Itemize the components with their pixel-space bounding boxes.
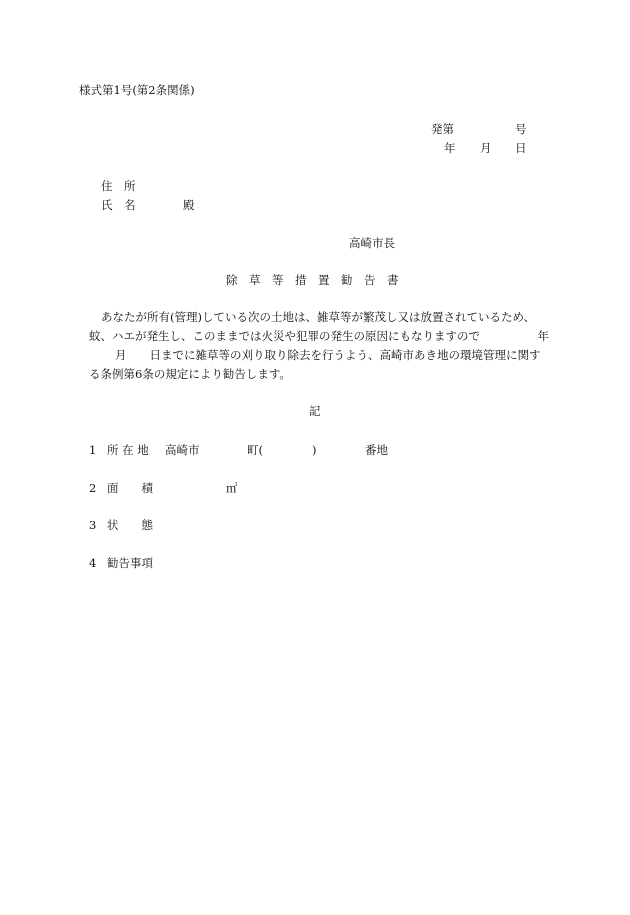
- date-year-label: 年: [444, 141, 456, 155]
- item-label: 面 積: [107, 481, 153, 495]
- date-month-label: 月: [480, 141, 492, 155]
- item-label: 所 在 地: [107, 443, 149, 457]
- area-unit: ㎡: [226, 481, 238, 495]
- item-area: [89, 483, 238, 495]
- issue-number-prefix: 発第: [431, 122, 454, 136]
- body-line-2: 蚊、ハエが発生し、このままでは火災や犯罪の発生の原因にもなりますので 年: [89, 329, 549, 343]
- body-line-3: 月 日までに雑草等の刈り取り除去を行うよう、高崎市あき地の環境管理に関す: [115, 348, 541, 362]
- issue-number-suffix: 号: [515, 122, 527, 136]
- item-recommendation: [89, 558, 153, 570]
- item-condition: [89, 520, 153, 532]
- date-day-label: 日: [515, 141, 527, 155]
- recipient-honorific: 殿: [183, 198, 195, 212]
- item-label: 勧告事項: [107, 556, 153, 570]
- body-line-4: る条例第6条の規定により勧告します。: [89, 367, 291, 381]
- item-number: 2: [89, 481, 97, 495]
- item-number: 1: [89, 443, 97, 457]
- item-label: 状 態: [107, 518, 153, 532]
- recipient-name-label: 氏 名: [101, 198, 136, 212]
- item-location: [89, 445, 388, 457]
- form-number-label: 様式第1号(第2条関係): [79, 83, 195, 97]
- item-number: 4: [89, 556, 97, 570]
- document-title: 除 草 等 措 置 勧 告 書: [226, 273, 399, 287]
- location-machi: 町(: [247, 443, 263, 457]
- item-number: 3: [89, 518, 97, 532]
- location-banchi: 番地: [365, 443, 388, 457]
- sender-title: 高崎市長: [349, 236, 395, 250]
- ki-heading: 記: [309, 404, 321, 418]
- body-paragraph: [89, 312, 551, 388]
- location-close-paren: ): [312, 443, 317, 457]
- body-line-1: あなたが所有(管理)している次の土地は、雑草等が繁茂し又は放置されているため、: [101, 310, 536, 324]
- location-city: 高崎市: [165, 443, 200, 457]
- recipient-address-label: 住 所: [101, 179, 136, 193]
